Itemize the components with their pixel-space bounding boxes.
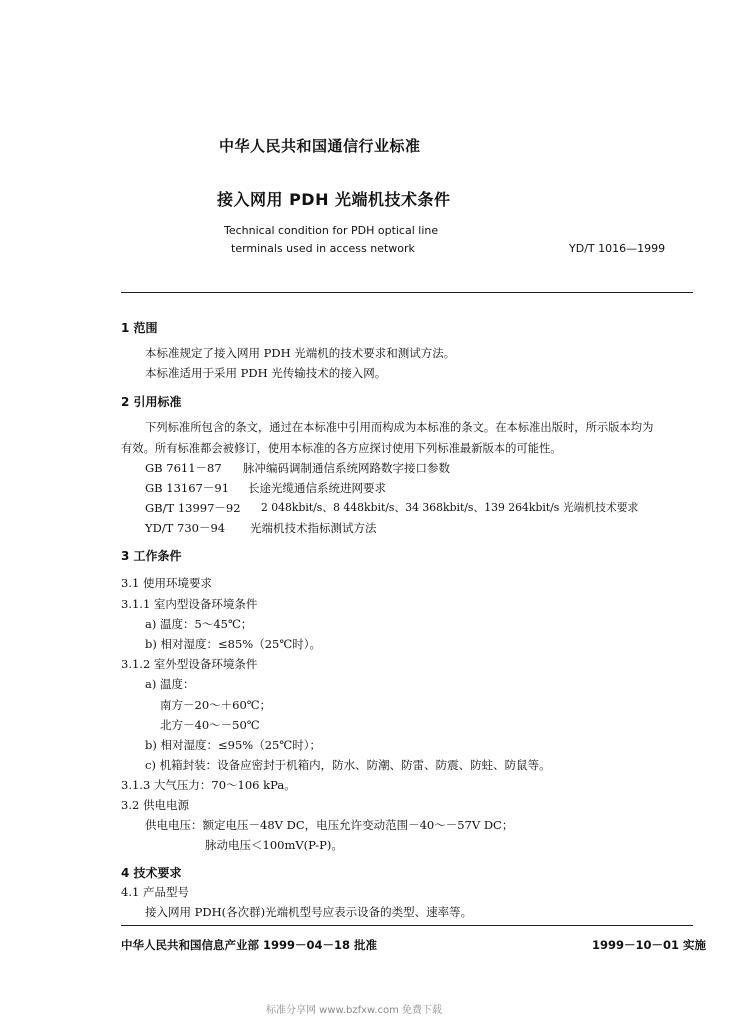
ref-code: YD/T 730－94 xyxy=(145,521,226,535)
section-4-1-title: 4.1 产品型号 xyxy=(121,885,189,899)
header-divider xyxy=(121,292,693,293)
section-3-1-2-c: c) 机箱封装：设备应密封于机箱内，防水、防潮、防雷、防震、防蛀、防鼠等。 xyxy=(145,758,551,772)
section-1-title: 1 范围 xyxy=(121,321,158,335)
section-3-1-2-title: 3.1.2 室外型设备环境条件 xyxy=(121,657,258,671)
section-3-title: 3 工作条件 xyxy=(121,549,182,563)
english-title-line1: Technical condition for PDH optical line xyxy=(224,224,439,237)
section-3-1-3: 3.1.3 大气压力：70～106 kPa。 xyxy=(121,778,296,792)
section-3-1-1-a: a) 温度：5～45℃； xyxy=(145,617,253,631)
section-3-1-1-title: 3.1.1 室内型设备环境条件 xyxy=(121,597,258,611)
section-1-para-2: 本标准适用于采用 PDH 光传输技术的接入网。 xyxy=(145,366,387,380)
ref-code: GB/T 13997－92 xyxy=(145,501,241,515)
org-title: 中华人民共和国通信行业标准 xyxy=(219,137,421,155)
section-3-2-para-2: 脉动电压＜100mV(P-P)。 xyxy=(205,838,343,852)
ref-title: 长途光缆通信系统进网要求 xyxy=(248,481,386,495)
ref-title: 2 048kbit/s、8 448kbit/s、34 368kbit/s、139 264kbit/s 光端机技术要求 xyxy=(261,501,639,514)
ref-code: GB 13167－91 xyxy=(145,481,230,495)
ref-title: 脉冲编码调制通信系统网路数字接口参数 xyxy=(243,461,450,475)
section-3-1-2-a: a) 温度： xyxy=(145,677,195,691)
section-4-title: 4 技术要求 xyxy=(121,866,182,880)
effective-date: 1999－10－01 实施 xyxy=(592,938,707,952)
english-title-line2: terminals used in access network xyxy=(231,242,415,255)
section-2-para-line1: 下列标准所包含的条文，通过在本标准中引用而构成为本标准的条文。在本标准出版时，所示版本均为 xyxy=(145,421,654,434)
approval-note: 中华人民共和国信息产业部 1999－04－18 批准 xyxy=(121,938,378,952)
section-3-2-title: 3.2 供电电源 xyxy=(121,798,189,812)
ref-title: 光端机技术指标测试方法 xyxy=(250,521,377,535)
section-1-para-1: 本标准规定了接入网用 PDH 光端机的技术要求和测试方法。 xyxy=(145,346,456,360)
standard-code: YD/T 1016—1999 xyxy=(569,242,666,255)
section-3-1-2-b: b) 相对湿度：≤95%（25℃时）； xyxy=(145,738,321,752)
section-3-1-2-a-south: 南方－20～＋60℃； xyxy=(160,698,272,712)
footer-divider xyxy=(121,925,693,926)
section-3-1-2-a-north: 北方－40～－50℃ xyxy=(160,718,260,732)
ref-code: GB 7611－87 xyxy=(145,461,222,475)
section-4-1-para: 接入网用 PDH(各次群)光端机型号应表示设备的类型、速率等。 xyxy=(145,905,473,919)
section-3-1-title: 3.1 使用环境要求 xyxy=(121,576,212,590)
section-3-2-para-1: 供电电压：额定电压－48V DC，电压允许变动范围－40～－57V DC； xyxy=(145,818,514,832)
section-3-1-1-b: b) 相对湿度：≤85%（25℃时）。 xyxy=(145,637,321,651)
section-2-para-line2: 有效。所有标准都会被修订，使用本标准的各方应探讨使用下列标准最新版本的可能性。 xyxy=(121,442,562,455)
doc-title: 接入网用 PDH 光端机技术条件 xyxy=(217,190,451,209)
watermark-text: 标准分享网 www.bzfxw.com 免费下载 xyxy=(266,1005,442,1016)
section-2-title: 2 引用标准 xyxy=(121,395,182,409)
